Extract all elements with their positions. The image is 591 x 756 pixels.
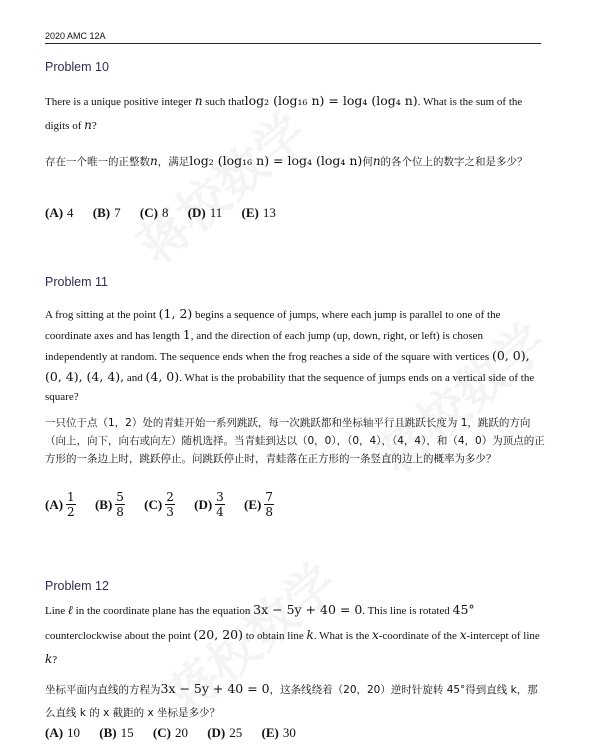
problem-10-chinese: 存在一个唯一的正整数n，满足log₂ (log₁₆ n) = log₄ (log₄ n)何n的各个位上的数字之和是多少？ [45, 153, 528, 168]
choice[interactable]: (E) $\frac{7}{8}$ [244, 490, 274, 519]
choice[interactable]: (E) 13 [241, 205, 276, 220]
problem-11-chinese: 一只位于点（1，2）处的青蛙开始一系列跳跃，每一次跳跃都和坐标轴平行且跳跃长度为 1，跳跃的方向（向上，向下，向右或向左）随机选择。当青蛙到达以（0，0），（0，4），（4，4），和（4，0）为顶点的正方形的一条边上时，跳跃停止。问跳跃停止时，青蛙落在正方形的一条竖直的边上的概率为多少？ [45, 417, 545, 465]
problem-11-title: Problem 11 [45, 275, 108, 289]
problem-12-title: Problem 12 [45, 579, 109, 593]
choice[interactable]: (C) $\frac{2}{3}$ [144, 490, 174, 519]
choice[interactable]: (D) 11 [187, 205, 223, 220]
choice[interactable]: (A) $\frac{1}{2}$ [45, 490, 75, 519]
choice[interactable]: (C) 20 [152, 725, 188, 740]
problem-11-choices [45, 490, 290, 519]
choice[interactable]: (D) $\frac{3}{4}$ [194, 490, 224, 519]
choice[interactable]: (A) 4 [45, 205, 74, 220]
choice[interactable]: (E) 30 [261, 725, 296, 740]
page-header: 2020 AMC 12A [45, 31, 106, 41]
problem-10-choices [45, 205, 292, 221]
problem-12-chinese: 坐标平面内直线的方程为3x − 5y + 40 = 0，这条线绕着（20，20）逆时针旋转 45°得到直线 k，那么直线 k 的 x 截距的 x 坐标是多少？ [45, 681, 538, 719]
choice[interactable]: (A) 10 [45, 725, 81, 740]
header-rule [45, 43, 541, 44]
problem-12-english: Line ℓ in the coordinate plane has the equation 3x − 5y + 40 = 0. This line is rotated 45° counterclockwise about the point (20, 20) to obtain line k. What is the x-coordinate of the x-intercept of line k? [45, 602, 540, 666]
choice[interactable]: (B) $\frac{5}{8}$ [94, 490, 124, 519]
equation: log₂ (log₁₆ n) = log₄ (log₄ n) [244, 93, 418, 108]
choice[interactable]: (B) 15 [99, 725, 134, 740]
problem-10-english: There is a unique positive integer n such thatlog₂ (log₁₆ n) = log₄ (log₄ n). What is the sum of the digits of n? [45, 93, 523, 132]
choice[interactable]: (B) 7 [92, 205, 121, 220]
problem-12-choices [45, 725, 312, 741]
choice[interactable]: (C) 8 [139, 205, 169, 220]
problem-11-english: A frog sitting at the point (1, 2) begins a sequence of jumps, where each jump is parallel to one of the coordinate axes and has length 1, and the direction of each jump (up, down, right, or left) is chosen independently at random. The sequence ends when the frog reaches a side of the square with vertices (0, 0), (0, 4), (4, 4), and (4, 0). What is the probability that the sequence of jumps ends on a vertical side of the square? [45, 306, 535, 403]
choice[interactable]: (D) 25 [207, 725, 243, 740]
problem-10-title: Problem 10 [45, 60, 109, 74]
